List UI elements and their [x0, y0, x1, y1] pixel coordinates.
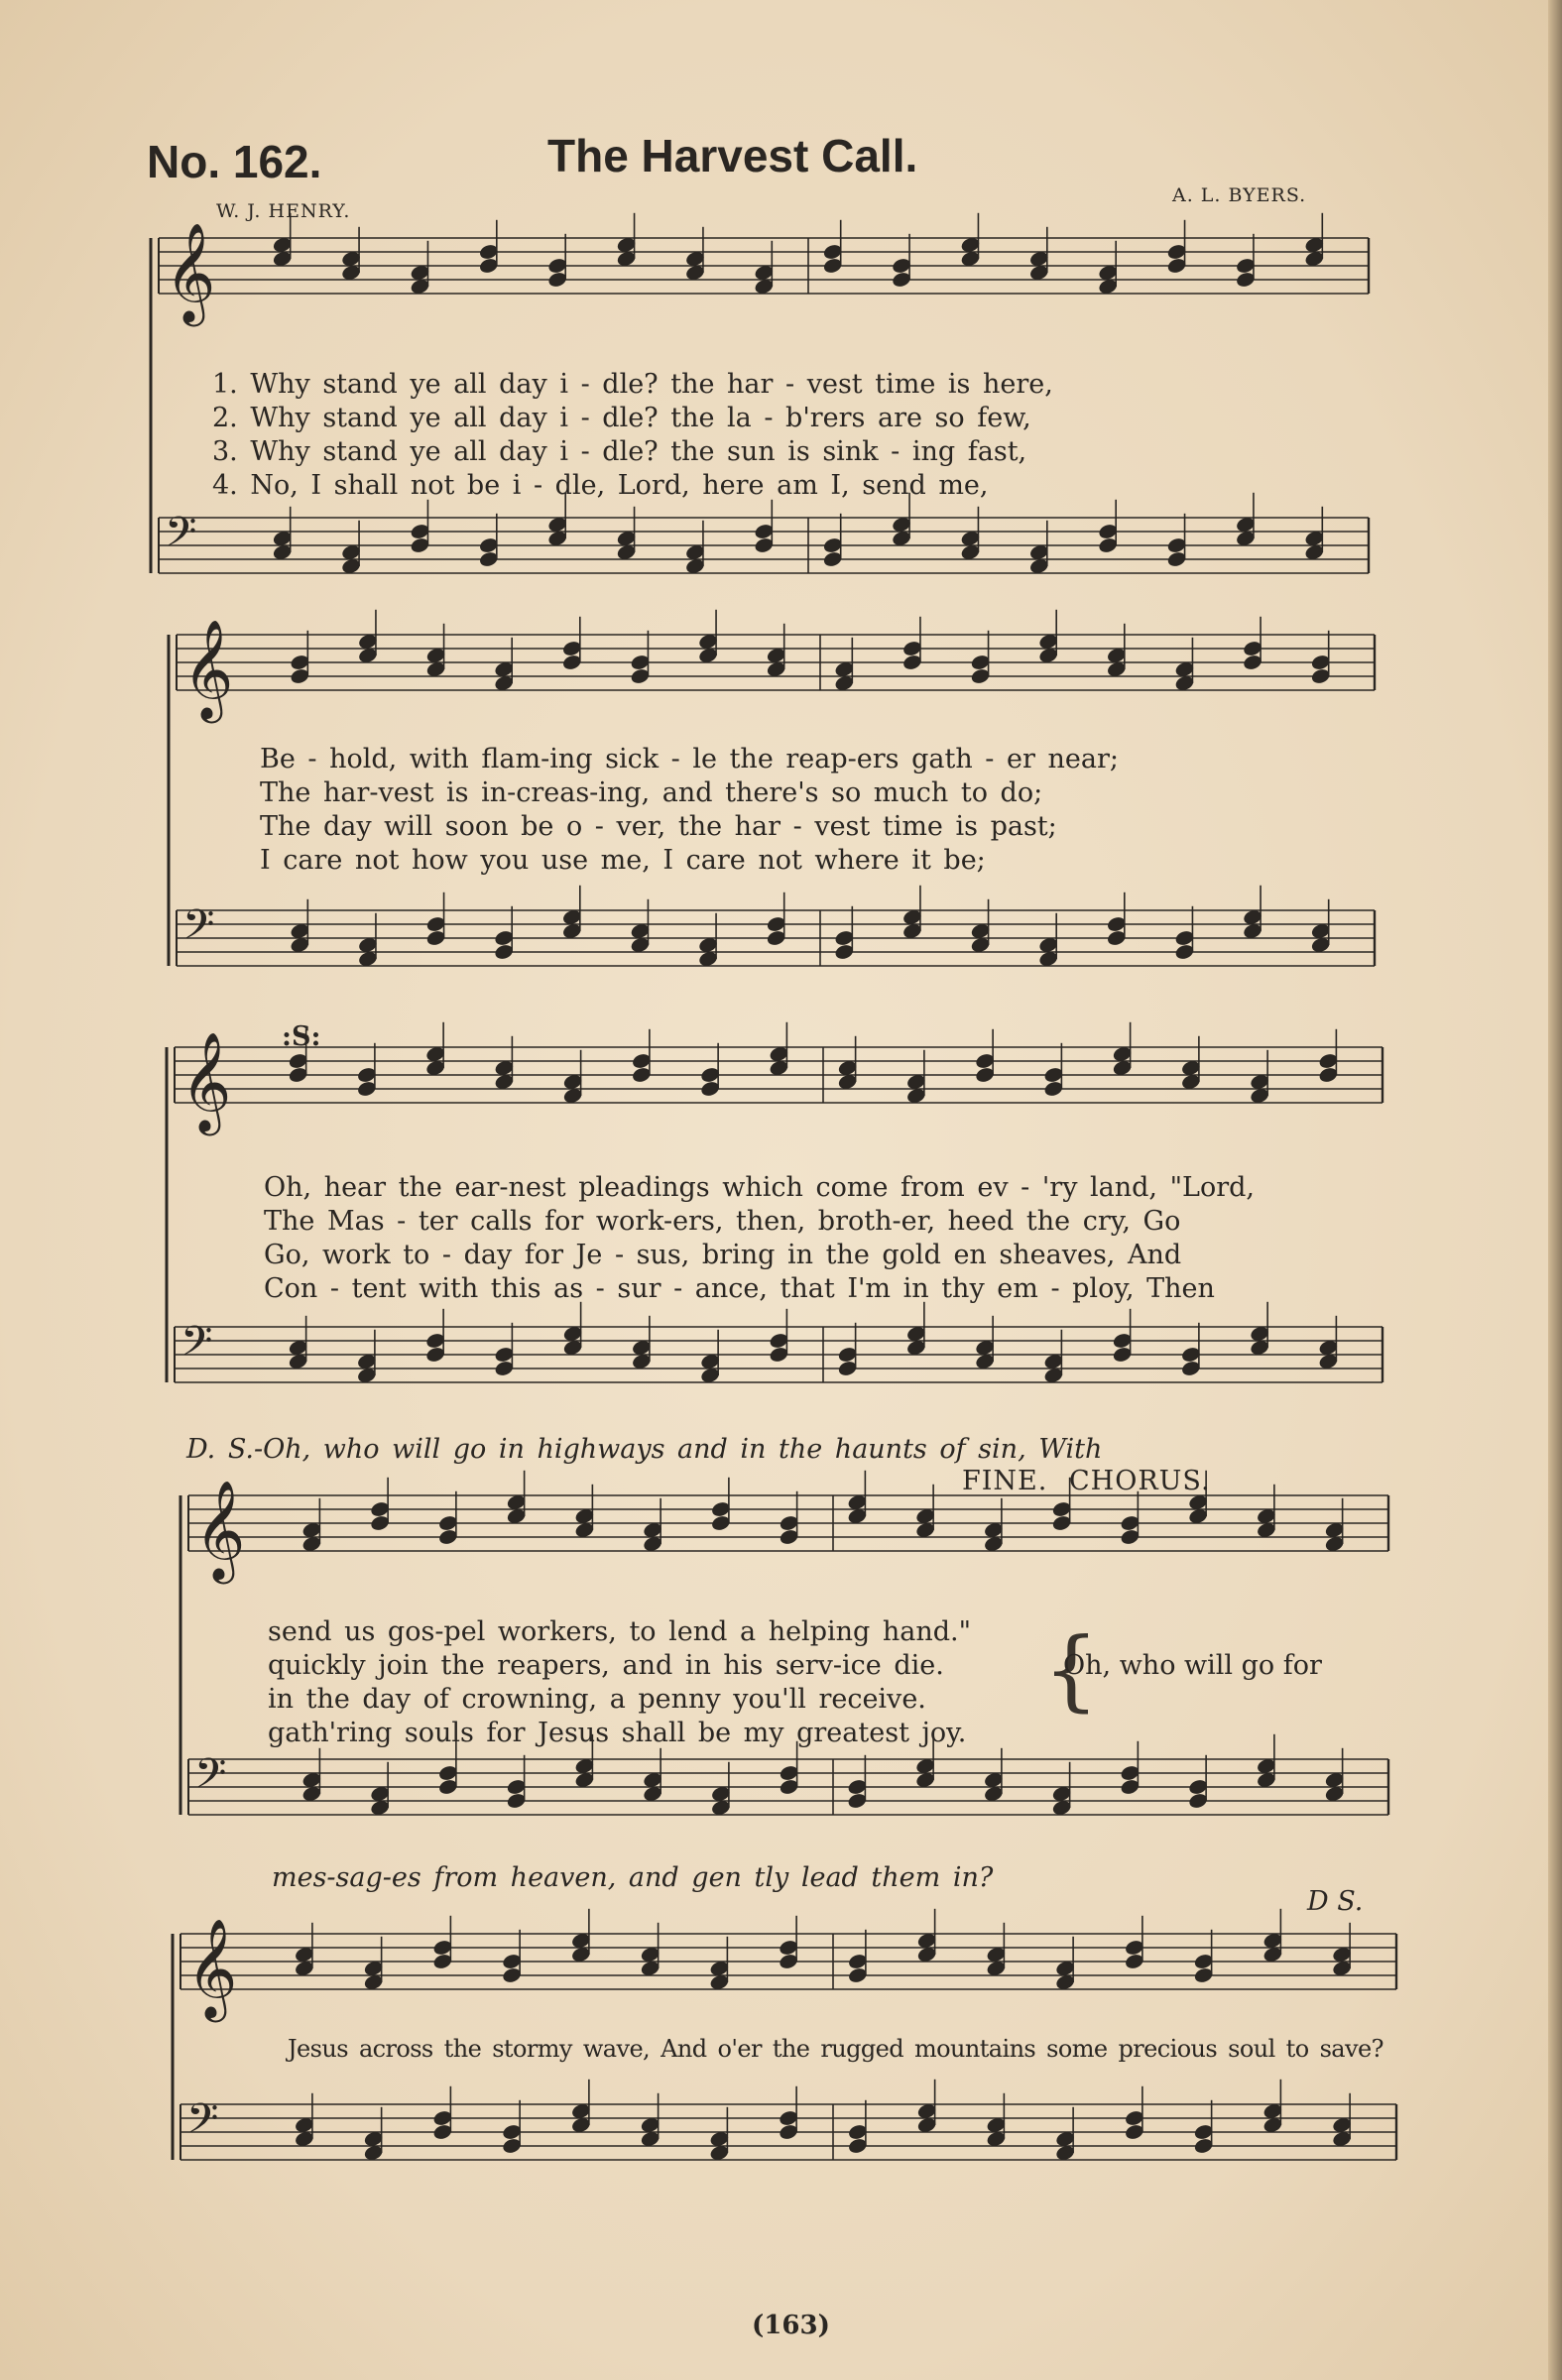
- hymn-title: The Harvest Call.: [547, 130, 918, 181]
- lyric-line: mes-sag-es from heaven, and gen tly lead them in?: [272, 1862, 994, 1893]
- lyric-line: Go, work to - day for Je - sus, bring in the gold en sheaves, And: [264, 1240, 1182, 1270]
- bass-clef: 𝄢: [165, 507, 197, 566]
- lyric-line: The day will soon be o - ver, the har - vest time is past;: [260, 811, 1057, 842]
- bass-clef: 𝄢: [186, 2093, 219, 2153]
- composer: A. L. BYERS.: [1172, 184, 1307, 206]
- lyric-line: send us gos-pel workers, to lend a helping hand.": [268, 1616, 972, 1647]
- lyric-line: gath'ring souls for Jesus shall be my greatest joy.: [268, 1718, 967, 1748]
- lyric-line: 1. Why stand ye all day i - dle? the har - vest time is here,: [212, 369, 1053, 400]
- lyricist: W. J. HENRY.: [216, 200, 351, 222]
- hymn-number: No. 162.: [147, 136, 322, 187]
- lyric-line: in the day of crowning, a penny you'll receive.: [268, 1684, 926, 1715]
- bass-clef: 𝄢: [182, 899, 215, 959]
- lyric-line: The har-vest is in-creas-ing, and there's so much to do;: [260, 777, 1043, 808]
- lyric-line: The Mas - ter calls for work-ers, then, broth-er, heed the cry, Go: [264, 1206, 1181, 1237]
- chorus-text: Oh, who will go for: [1063, 1650, 1322, 1681]
- lyric-line: Be - hold, with flam-ing sick - le the reap-ers gath - er near;: [260, 744, 1119, 774]
- lyric-line: I care not how you use me, I care not where it be;: [260, 845, 986, 876]
- treble-clef: 𝄞: [180, 1031, 232, 1131]
- fine-mark: FINE.: [962, 1466, 1048, 1496]
- treble-clef: 𝄞: [182, 619, 234, 719]
- chorus-mark: CHORUS.: [1069, 1466, 1211, 1496]
- treble-clef: 𝄞: [194, 1480, 246, 1580]
- verse-brace: {: [1043, 1618, 1099, 1721]
- lyric-line: 4. No, I shall not be i - dle, Lord, here am I, send me,: [212, 470, 989, 501]
- lyric-line: Con - tent with this as - sur - ance, that I'm in thy em - ploy, Then: [264, 1273, 1215, 1304]
- treble-clef: 𝄞: [186, 1918, 238, 2018]
- segno-sign: :S:: [282, 1021, 321, 1052]
- page-number: (163): [752, 2311, 830, 2340]
- bass-clef: 𝄢: [180, 1316, 213, 1375]
- lyric-line: Jesus across the stormy wave, And o'er the rugged mountains some precious soul to save?: [288, 2035, 1383, 2063]
- lyric-line: 3. Why stand ye all day i - dle? the sun is sink - ing fast,: [212, 436, 1027, 467]
- ds-mark: D S.: [1307, 1886, 1364, 1917]
- bass-clef: 𝄢: [194, 1748, 227, 1808]
- lyric-line: quickly join the reapers, and in his serv-ice die.: [268, 1650, 944, 1681]
- lyric-line: 2. Why stand ye all day i - dle? the la - b'rers are so few,: [212, 403, 1031, 433]
- ds-lyric-line: D. S.-Oh, who will go in highways and in the haunts of sin, With: [186, 1434, 1103, 1465]
- lyric-line: Oh, hear the ear-nest pleadings which come from ev - 'ry land, "Lord,: [264, 1172, 1255, 1203]
- treble-clef: 𝄞: [165, 222, 216, 322]
